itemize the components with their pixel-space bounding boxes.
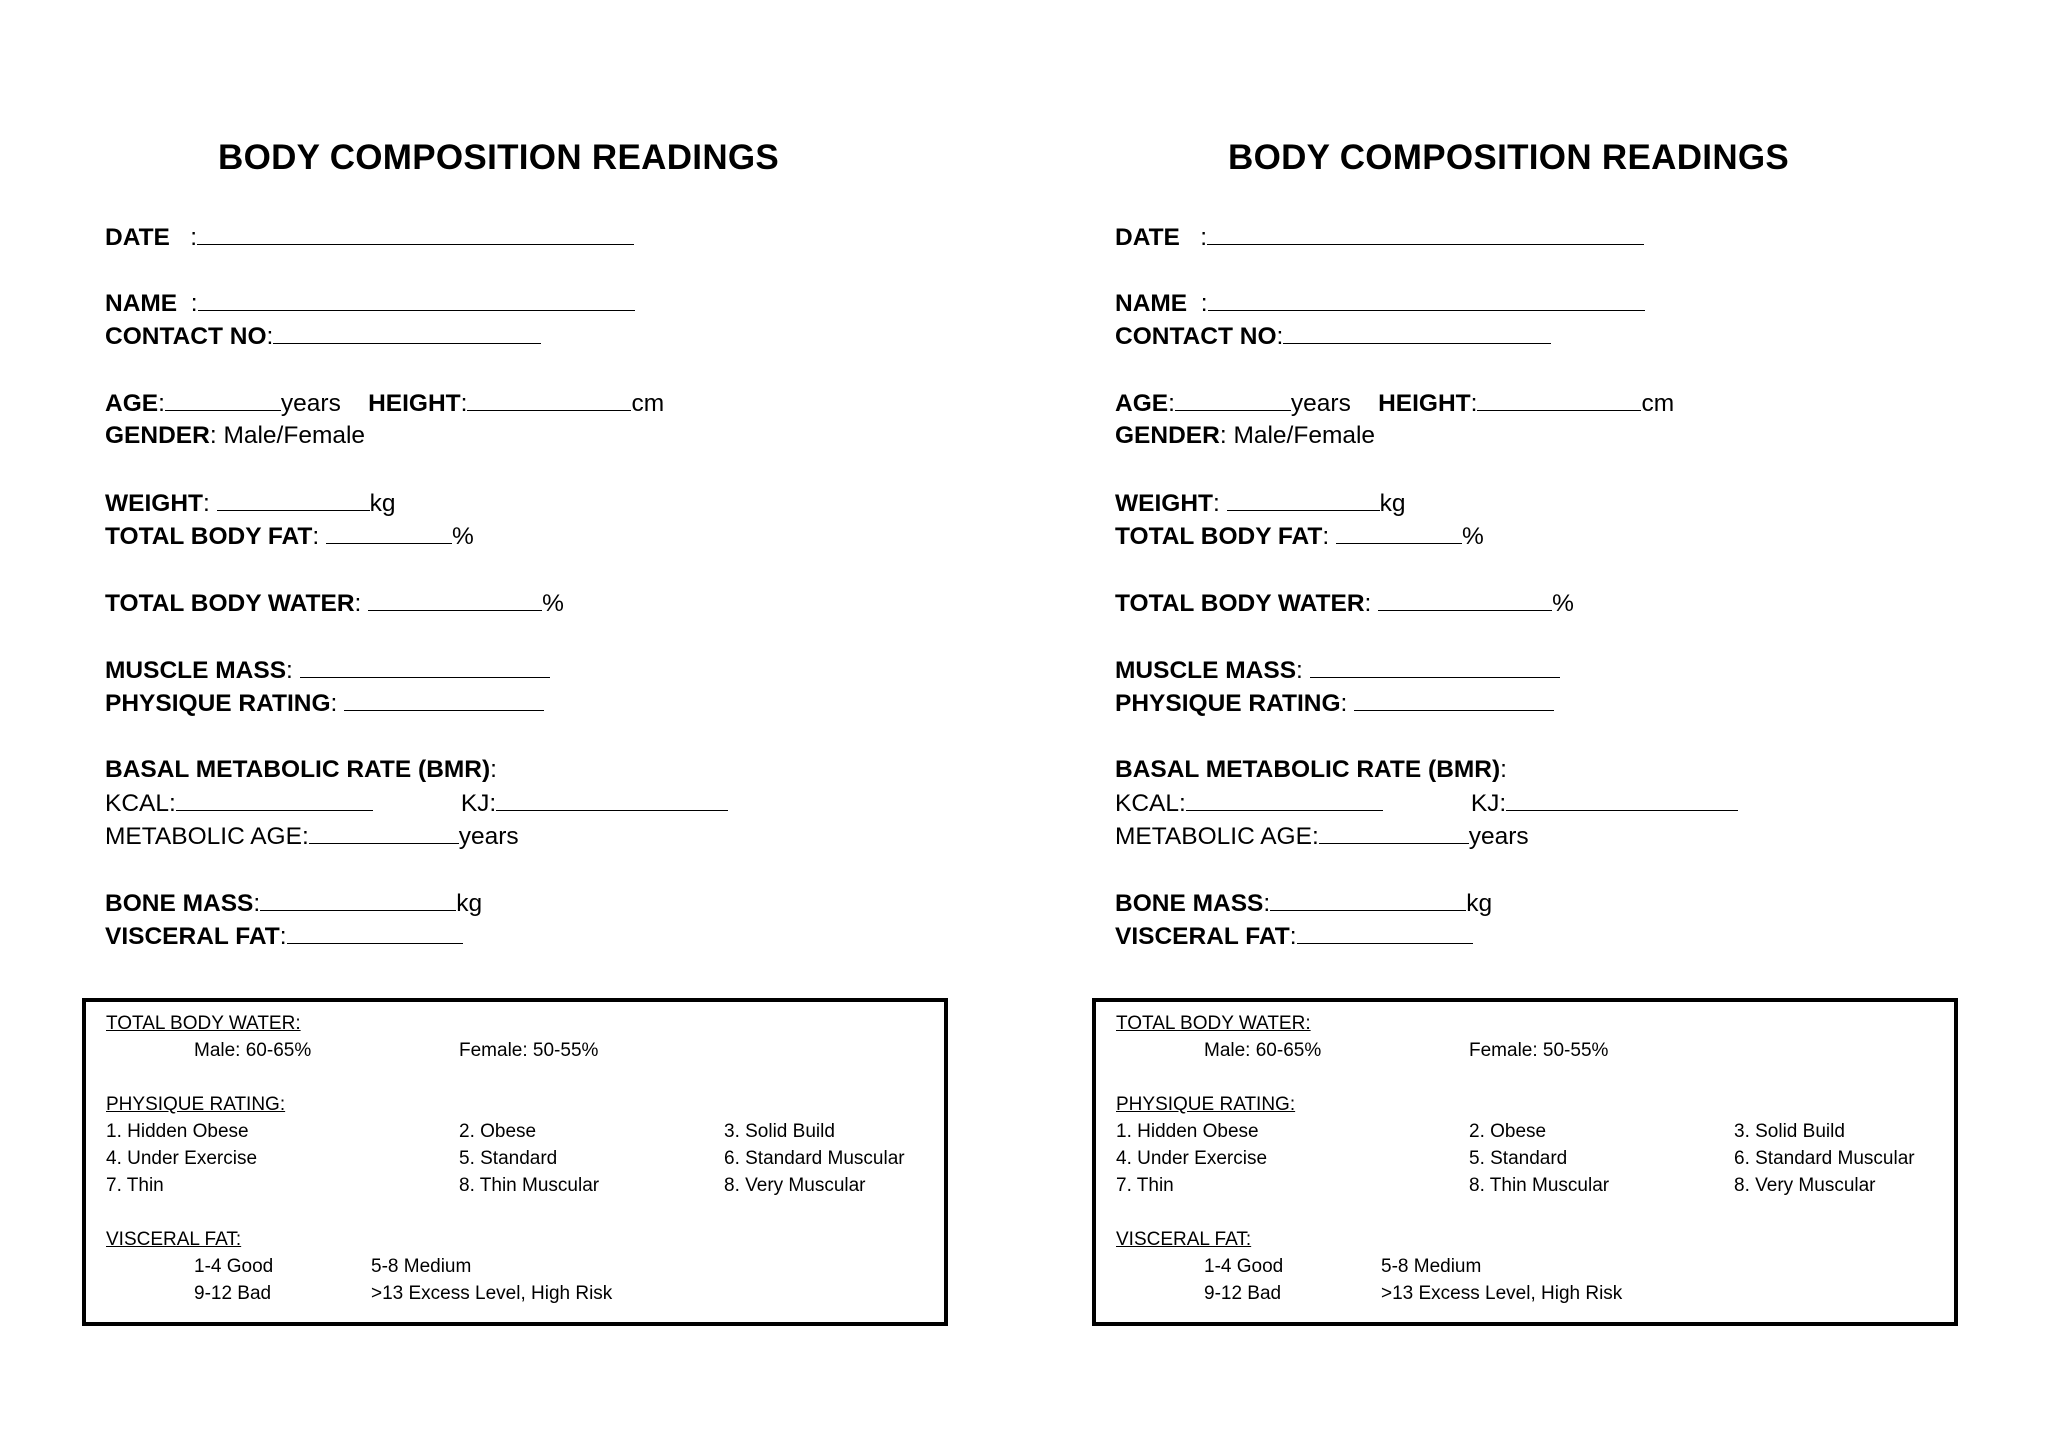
weight-unit: kg [369,490,396,517]
visceral-row [1115,921,1473,952]
date-row [105,222,634,253]
ref-visceral-item: 9-12 Bad [194,1283,272,1304]
muscle-label: MUSCLE MASS [1115,657,1297,684]
ref-water-female: Female: 50-55% [459,1040,599,1061]
ref-physique-item: 6. Standard Muscular [1734,1148,1915,1169]
muscle-row [105,655,550,686]
bone-sep: : [253,890,261,917]
body-water-row [105,588,564,619]
kcal-kj-row [105,788,728,819]
contact-sep: : [1276,323,1284,350]
visceral-label: VISCERAL FAT [105,923,280,950]
metabolic-age-row [1115,821,1529,852]
date-label: DATE [105,224,170,251]
form-right [1010,0,2010,1448]
kj-field[interactable] [496,788,728,811]
body-water-sep: : [1364,590,1379,617]
ref-physique-item: 1. Hidden Obese [1116,1121,1259,1142]
name-sep: : [1200,290,1208,317]
body-fat-unit: % [451,523,474,550]
contact-label: CONTACT NO [105,323,267,350]
age-sep: : [1168,390,1175,417]
bmr-sep: : [490,756,497,783]
date-field[interactable] [1207,222,1644,245]
name-sep: : [190,290,198,317]
ref-water-heading: TOTAL BODY WATER: [1116,1013,1311,1034]
bone-field[interactable] [1270,888,1466,911]
weight-field[interactable] [1227,488,1380,511]
name-field[interactable] [1208,288,1645,311]
physique-sep: : [1340,690,1355,717]
page-title: BODY COMPOSITION READINGS [218,138,780,177]
reference-box [1092,998,1958,1326]
height-label: HEIGHT [1378,390,1471,417]
body-water-field[interactable] [368,588,542,611]
body-fat-label: TOTAL BODY FAT [1115,523,1323,550]
height-sep: : [460,390,468,417]
visceral-sep: : [1289,923,1297,950]
physique-row [1115,688,1554,719]
ref-physique-item: 5. Standard [459,1148,558,1169]
height-field[interactable] [1477,388,1641,411]
physique-sep: : [330,690,345,717]
name-label: NAME [105,290,178,317]
ref-physique-item: 1. Hidden Obese [106,1121,249,1142]
weight-label: WEIGHT [1115,490,1213,517]
bmr-label: BASAL METABOLIC RATE (BMR) [1115,756,1501,783]
height-field[interactable] [467,388,631,411]
body-fat-field[interactable] [326,521,452,544]
ref-physique-item: 2. Obese [459,1121,537,1142]
height-unit: cm [1641,390,1675,417]
body-fat-row [1115,521,1484,552]
body-water-field[interactable] [1378,588,1552,611]
ref-physique-item: 3. Solid Build [724,1121,835,1142]
height-sep: : [1470,390,1478,417]
physique-label: PHYSIQUE RATING [105,690,331,717]
gender-options[interactable]: : Male/Female [1219,422,1376,449]
name-field[interactable] [198,288,635,311]
physique-field[interactable] [1354,688,1554,711]
ref-water-heading: TOTAL BODY WATER: [106,1013,301,1034]
visceral-sep: : [279,923,287,950]
gender-label: GENDER [1115,422,1220,449]
kcal-label: KCAL: [1115,790,1186,817]
ref-water-male: Male: 60-65% [1204,1040,1322,1061]
ref-physique-item: 8. Very Muscular [1734,1175,1876,1196]
reference-box [82,998,948,1326]
muscle-label: MUSCLE MASS [105,657,287,684]
physique-field[interactable] [344,688,544,711]
ref-physique-item: 2. Obese [1469,1121,1547,1142]
kj-label: KJ: [1470,790,1507,817]
date-row [1115,222,1644,253]
metabolic-age-unit: years [458,823,519,850]
weight-unit: kg [1379,490,1406,517]
name-row [1115,288,1645,319]
body-fat-label: TOTAL BODY FAT [105,523,313,550]
ref-physique-item: 4. Under Exercise [106,1148,258,1169]
date-label: DATE [1115,224,1180,251]
kcal-label: KCAL: [105,790,176,817]
page-title: BODY COMPOSITION READINGS [1228,138,1790,177]
age-height-row [105,388,664,419]
date-field[interactable] [197,222,634,245]
gender-options[interactable]: : Male/Female [209,422,366,449]
name-label: NAME [1115,290,1188,317]
weight-field[interactable] [217,488,370,511]
metabolic-age-field[interactable] [1319,821,1469,844]
ref-physique-item: 8. Very Muscular [724,1175,866,1196]
ref-water-female: Female: 50-55% [1469,1040,1609,1061]
visceral-field[interactable] [287,921,463,944]
kcal-field[interactable] [176,788,373,811]
ref-physique-item: 7. Thin [1116,1175,1174,1196]
ref-physique-heading: PHYSIQUE RATING: [1116,1094,1296,1115]
body-water-label: TOTAL BODY WATER [1115,590,1365,617]
kj-field[interactable] [1506,788,1738,811]
gender-label: GENDER [105,422,210,449]
bmr-sep: : [1500,756,1507,783]
ref-visceral-item: 1-4 Good [1204,1256,1284,1277]
body-fat-unit: % [1461,523,1484,550]
ref-visceral-item: 1-4 Good [194,1256,274,1277]
ref-visceral-item: >13 Excess Level, High Risk [1381,1283,1623,1304]
ref-visceral-heading: VISCERAL FAT: [1116,1229,1252,1250]
ref-visceral-item: 9-12 Bad [1204,1283,1282,1304]
bmr-row [1115,755,1507,785]
age-field[interactable] [165,388,281,411]
body-water-row [1115,588,1574,619]
form-left [0,0,1000,1448]
contact-field[interactable] [273,321,541,344]
visceral-row [105,921,463,952]
age-unit: years [280,390,341,417]
weight-row [1115,488,1406,519]
body-water-sep: : [354,590,369,617]
ref-physique-heading: PHYSIQUE RATING: [106,1094,286,1115]
age-unit: years [1290,390,1351,417]
ref-physique-item: 4. Under Exercise [1116,1148,1268,1169]
physique-row [105,688,544,719]
body-fat-row [105,521,474,552]
bone-label: BONE MASS [1115,890,1264,917]
contact-row [105,321,541,352]
date-sep: : [1200,224,1208,251]
metabolic-age-row [105,821,519,852]
bone-label: BONE MASS [105,890,254,917]
weight-sep: : [1213,490,1227,517]
body-water-unit: % [1552,590,1574,617]
muscle-field[interactable] [300,655,550,678]
weight-row [105,488,396,519]
ref-physique-item: 6. Standard Muscular [724,1148,905,1169]
ref-visceral-item: >13 Excess Level, High Risk [371,1283,613,1304]
bone-row [105,888,482,919]
gender-row [1115,421,1375,451]
bmr-row [105,755,497,785]
age-height-row [1115,388,1674,419]
age-label: AGE [105,390,159,417]
weight-label: WEIGHT [105,490,203,517]
body-fat-sep: : [312,523,326,550]
bone-sep: : [1263,890,1271,917]
age-field[interactable] [1175,388,1291,411]
height-unit: cm [631,390,665,417]
bone-field[interactable] [260,888,456,911]
ref-physique-item: 5. Standard [1469,1148,1568,1169]
muscle-sep: : [286,657,300,684]
visceral-field[interactable] [1297,921,1473,944]
metabolic-age-unit: years [1468,823,1529,850]
ref-physique-item: 3. Solid Build [1734,1121,1845,1142]
ref-physique-item: 8. Thin Muscular [459,1175,600,1196]
metabolic-age-label: METABOLIC AGE: [1115,823,1319,850]
muscle-row [1115,655,1560,686]
ref-visceral-heading: VISCERAL FAT: [106,1229,242,1250]
body-water-unit: % [542,590,564,617]
body-fat-sep: : [1322,523,1336,550]
ref-visceral-item: 5-8 Medium [371,1256,472,1277]
bone-unit: kg [1466,890,1493,917]
muscle-sep: : [1296,657,1310,684]
weight-sep: : [203,490,217,517]
body-water-label: TOTAL BODY WATER [105,590,355,617]
physique-label: PHYSIQUE RATING [1115,690,1341,717]
body-fat-field[interactable] [1336,521,1462,544]
bone-unit: kg [456,890,483,917]
metabolic-age-label: METABOLIC AGE: [105,823,309,850]
metabolic-age-field[interactable] [309,821,459,844]
name-row [105,288,635,319]
age-label: AGE [1115,390,1169,417]
ref-visceral-item: 5-8 Medium [1381,1256,1482,1277]
ref-physique-item: 8. Thin Muscular [1469,1175,1610,1196]
bmr-label: BASAL METABOLIC RATE (BMR) [105,756,491,783]
kj-label: KJ: [460,790,497,817]
contact-field[interactable] [1283,321,1551,344]
height-label: HEIGHT [368,390,461,417]
visceral-label: VISCERAL FAT [1115,923,1290,950]
muscle-field[interactable] [1310,655,1560,678]
ref-physique-item: 7. Thin [106,1175,164,1196]
date-sep: : [190,224,198,251]
ref-water-male: Male: 60-65% [194,1040,312,1061]
gender-row [105,421,365,451]
contact-label: CONTACT NO [1115,323,1277,350]
age-sep: : [158,390,165,417]
kcal-kj-row [1115,788,1738,819]
contact-sep: : [266,323,274,350]
kcal-field[interactable] [1186,788,1383,811]
bone-row [1115,888,1492,919]
contact-row [1115,321,1551,352]
